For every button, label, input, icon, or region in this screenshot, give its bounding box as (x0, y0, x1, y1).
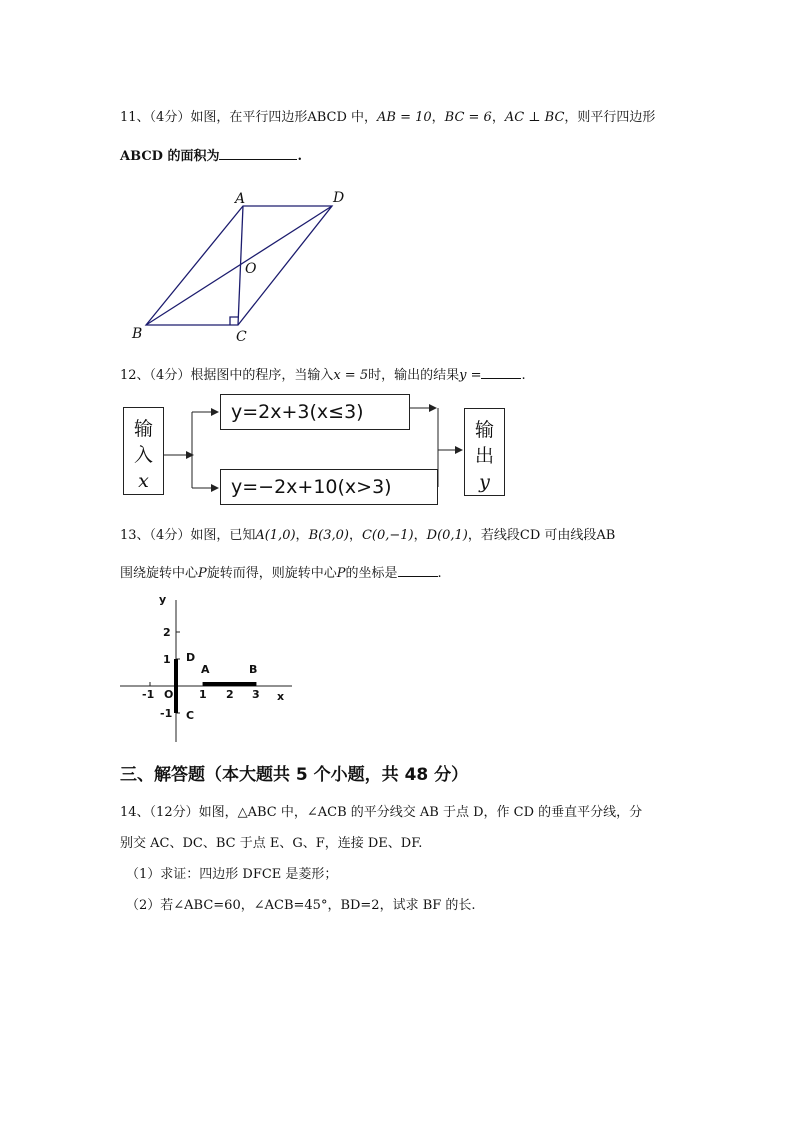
q11-cond1: AB = 10 (377, 110, 432, 125)
svg-text:2: 2 (226, 688, 234, 701)
q11-cond3: AC ⊥ BC (504, 110, 565, 125)
svg-text:1: 1 (163, 653, 171, 666)
label-d: D (333, 190, 345, 206)
input-box: 输 入 x (123, 407, 164, 495)
diagonal-ac (238, 206, 243, 325)
svg-text:-1: -1 (142, 688, 155, 701)
label-c: C (236, 329, 247, 345)
svg-text:O: O (164, 688, 174, 701)
q11-line2: ABCD 的面积为 . (120, 149, 302, 164)
point-b-label: B (249, 663, 258, 676)
q13-line2: 围绕旋转中心P旋转而得，则旋转中心P的坐标是 . (120, 566, 442, 581)
point-a-label: A (201, 663, 210, 676)
q13-answer-blank[interactable] (398, 576, 438, 577)
right-angle-mark (230, 317, 238, 325)
q11-line1: 11、（4分）如图，在平行四边形ABCD 中，AB = 10，BC = 6，AC ⊥ BC，则平行四边形 (120, 110, 656, 125)
diagonal-bd (146, 206, 332, 325)
q13-line1: 13、（4分）如图，已知A(1,0)，B(3,0)，C(0,−1)，D(0,1)，若线段CD 可由线段AB (120, 528, 616, 543)
q12-answer-blank[interactable] (481, 378, 521, 379)
branch-bottom-box: y=−2x+10(x>3) (220, 469, 438, 505)
svg-text:-1: -1 (160, 707, 173, 720)
label-o: O (245, 261, 257, 277)
parallelogram-abcd (146, 206, 332, 325)
q14-part2: （2）若∠ABC=60，∠ACB=45°，BD=2，试求 BF 的长. (126, 898, 476, 913)
label-a: A (235, 191, 246, 207)
point-d-label: D (186, 651, 196, 664)
q11-answer-blank[interactable] (219, 159, 297, 160)
svg-text:2: 2 (163, 626, 171, 639)
x-axis-label: x (277, 690, 285, 703)
branch-top-box: y=2x+3(x≤3) (220, 394, 410, 430)
section3-title: 三、解答题（本大题共 5 个小题，共 48 分） (120, 765, 469, 785)
output-box: 输 出 y (464, 408, 505, 496)
q11-cond2: BC = 6 (444, 110, 492, 125)
y-axis-label: y (159, 593, 167, 606)
svg-text:3: 3 (252, 688, 260, 701)
q14-line1: 14、（12分）如图，△ABC 中，∠ACB 的平分线交 AB 于点 D，作 CD 的垂直平分线，分 (120, 805, 643, 820)
q14-part1: （1）求证：四边形 DFCE 是菱形； (126, 867, 338, 882)
q14-line2: 别交 AC、DC、BC 于点 E、G、F，连接 DE、DF. (120, 836, 423, 851)
q12-line: 12、（4分）根据图中的程序，当输入x = 5时，输出的结果y = . (120, 368, 526, 383)
label-b: B (132, 326, 143, 342)
svg-text:1: 1 (199, 688, 207, 701)
point-c-label: C (186, 709, 195, 722)
